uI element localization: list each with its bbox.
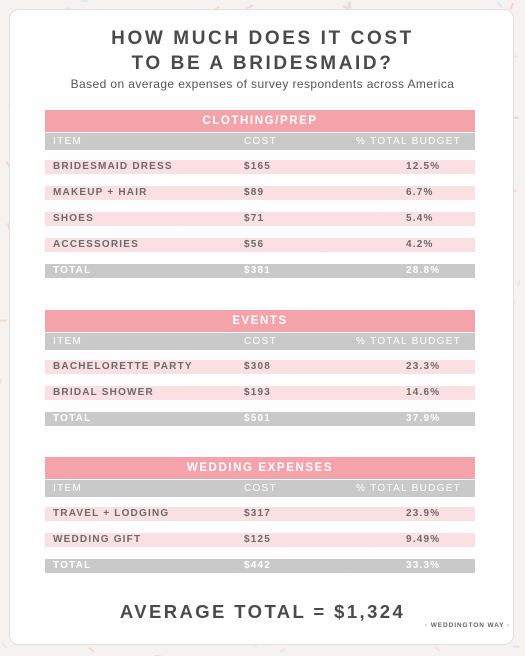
confetti-piece [1, 642, 7, 648]
confetti-piece [0, 378, 3, 385]
average-total: AVERAGE TOTAL = $1,324 [119, 601, 406, 622]
confetti-piece [517, 280, 521, 287]
total-label: TOTAL [53, 413, 92, 424]
confetti-piece [88, 647, 95, 653]
row-item: WEDDING GIFT [53, 534, 142, 545]
table-row [45, 238, 475, 252]
table-row [45, 386, 475, 400]
col-cost-label: COST [244, 136, 277, 147]
total-row [45, 412, 475, 426]
col-item-label: ITEM [53, 136, 83, 147]
total-pct: 33.3% [406, 560, 441, 571]
confetti-piece [81, 0, 88, 2]
row-item: MAKEUP + HAIR [53, 187, 148, 198]
section-header: WEDDING EXPENSES [45, 457, 475, 479]
column-header-row [45, 333, 475, 350]
page-title-line2: TO BE A BRIDESMAID? [131, 53, 394, 74]
table-row [45, 160, 475, 174]
row-cost: $89 [244, 187, 265, 198]
col-cost-label: COST [244, 336, 277, 347]
row-pct: 23.9% [406, 508, 441, 519]
section-header: EVENTS [45, 310, 475, 332]
total-pct: 28.8% [406, 265, 441, 276]
row-cost: $125 [244, 534, 272, 545]
total-pct: 37.9% [406, 413, 441, 424]
table-row [45, 212, 475, 226]
row-cost: $193 [244, 387, 272, 398]
total-row [45, 559, 475, 573]
table-row [45, 533, 475, 547]
total-label: TOTAL [53, 265, 92, 276]
col-pct-label: % TOTAL BUDGET [356, 336, 462, 347]
table-row [45, 186, 475, 200]
table-row [45, 360, 475, 374]
row-pct: 23.3% [406, 361, 441, 372]
row-pct: 6.7% [406, 187, 434, 198]
col-cost-label: COST [244, 483, 277, 494]
row-cost: $71 [244, 213, 265, 224]
row-item: TRAVEL + LODGING [53, 508, 170, 519]
col-pct-label: % TOTAL BUDGET [356, 483, 462, 494]
confetti-piece [279, 648, 286, 653]
row-cost: $165 [244, 161, 272, 172]
confetti-piece [434, 646, 441, 652]
total-cost: $381 [244, 265, 272, 276]
row-item: BRIDAL SHOWER [53, 387, 154, 398]
section-wedding-expenses [45, 457, 475, 585]
row-pct: 12.5% [406, 161, 441, 172]
confetti-piece [513, 645, 520, 648]
row-cost: $317 [244, 508, 272, 519]
confetti-piece [497, 1, 503, 8]
section-events [45, 310, 475, 438]
row-pct: 14.6% [406, 387, 441, 398]
page-subtitle: Based on average expenses of survey respondents across America [70, 77, 455, 91]
total-row [45, 264, 475, 278]
col-item-label: ITEM [53, 483, 83, 494]
col-item-label: ITEM [53, 336, 83, 347]
row-cost: $308 [244, 361, 272, 372]
brand-logo-text: · WEDDINGTON WAY · [425, 622, 511, 629]
table-row [45, 507, 475, 521]
section-header: CLOTHING/PREP [45, 110, 475, 132]
row-pct: 5.4% [406, 213, 434, 224]
row-item: BACHELORETTE PARTY [53, 361, 193, 372]
confetti-piece [509, 3, 514, 10]
row-cost: $56 [244, 239, 265, 250]
total-cost: $501 [244, 413, 272, 424]
section-clothing-prep [45, 110, 475, 290]
page-title-line1: HOW MUCH DOES IT COST [111, 28, 414, 49]
row-item: SHOES [53, 213, 95, 224]
column-header-row [45, 133, 475, 150]
row-pct: 4.2% [406, 239, 434, 250]
row-item: ACCESSORIES [53, 239, 139, 250]
total-label: TOTAL [53, 560, 92, 571]
confetti-piece [0, 320, 7, 322]
total-cost: $442 [244, 560, 272, 571]
column-header-row [45, 480, 475, 497]
row-item: BRIDESMAID DRESS [53, 161, 173, 172]
row-pct: 9.49% [406, 534, 441, 545]
col-pct-label: % TOTAL BUDGET [356, 136, 462, 147]
